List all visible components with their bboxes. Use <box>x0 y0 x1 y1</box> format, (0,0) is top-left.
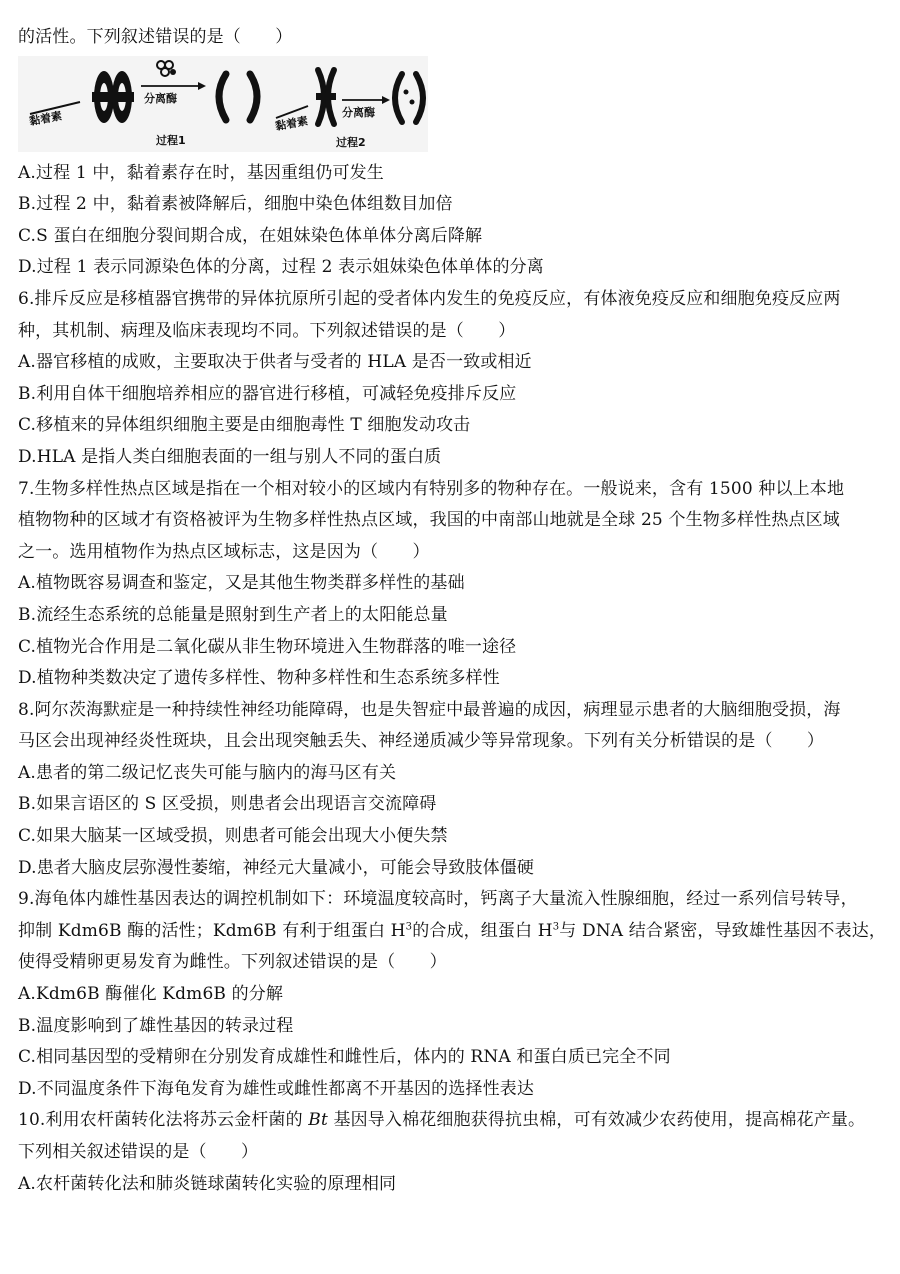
q10-stem-1-part-b: 基因导入棉花细胞获得抗虫棉，可有效减少农药使用，提高棉花产量。 <box>327 1110 866 1131</box>
q6-option-a: A.器官移植的成败，主要取决于供者与受者的 HLA 是否一致或相近 <box>18 352 532 373</box>
q6-stem-line-2: 种，其机制、病理及临床表现均不同。下列叙述错误的是（ ） <box>18 320 516 341</box>
q9-option-d: D.不同温度条件下海龟发育为雄性或雌性都离不开基因的选择性表达 <box>18 1078 535 1099</box>
q9-stem-2-part-a: 抑制 Kdm6B 酶的活性；Kdm6B 有利于组蛋白 H <box>18 920 406 941</box>
q9-stem-2-part-b: 的合成，组蛋白 H <box>412 920 553 941</box>
q9-option-b: B.温度影响到了雄性基因的转录过程 <box>18 1015 294 1036</box>
q7-option-d: D.植物种类数决定了遗传多样性、物种多样性和生态系统多样性 <box>18 668 500 689</box>
q10-stem-line-2: 下列相关叙述错误的是（ ） <box>18 1142 259 1162</box>
q6-option-d: D.HLA 是指人类白细胞表面的一组与别人不同的蛋白质 <box>18 446 442 467</box>
q8-option-b: B.如果言语区的 S 区受损，则患者会出现语言交流障碍 <box>18 794 437 815</box>
meiosis-figure <box>18 56 428 152</box>
q10-stem-1-part-a: 10.利用农杆菌转化法将苏云金杆菌的 <box>18 1110 309 1131</box>
q8-option-a: A.患者的第二级记忆丧失可能与脑内的海马区有关 <box>18 762 397 783</box>
q10-option-a: A.农杆菌转化法和肺炎链球菌转化实验的原理相同 <box>18 1173 397 1194</box>
q9-stem-line-3: 使得受精卵更易发育为雌性。下列叙述错误的是（ ） <box>18 952 447 973</box>
process-1-label: 过程1 <box>156 133 186 147</box>
q8-stem-line-2: 马区会出现神经炎性斑块，且会出现突触丢失、神经递质减少等异常现象。下列有关分析错误的是（ ） <box>18 731 825 752</box>
q10-stem-line-1 <box>18 1105 886 1137</box>
q9-stem-2-part-c: 与 DNA 结合紧密，导致雄性基因不表达， <box>559 920 887 941</box>
process-2-label: 过程2 <box>336 135 366 149</box>
q9-option-c: C.相同基因型的受精卵在分别发育成雄性和雌性后，体内的 RNA 和蛋白质已完全不同 <box>18 1047 671 1068</box>
adhesin-label-2: 黏着素 <box>274 114 310 133</box>
q7-option-b: B.流经生态系统的总能量是照射到生产者上的太阳能总量 <box>18 604 448 625</box>
bt-gene-name: Bt <box>308 1110 328 1131</box>
q5-option-b: B.过程 2 中，黏着素被降解后，细胞中染色体组数目加倍 <box>18 194 453 215</box>
q5-option-c: C.S 蛋白在细胞分裂间期合成，在姐妹染色体单体分离后降解 <box>18 225 483 246</box>
separase-label-1: 分离酶 <box>144 91 177 105</box>
adhesin-label-1: 黏着素 <box>28 109 64 128</box>
q7-stem-line-3: 之一。选用植物作为热点区域标志，这是因为（ ） <box>18 541 430 562</box>
separase-label-2: 分离酶 <box>342 105 375 119</box>
q7-option-a: A.植物既容易调查和鉴定，又是其他生物类群多样性的基础 <box>18 573 465 594</box>
q5-option-d: D.过程 1 表示同源染色体的分离，过程 2 表示姐妹染色体单体的分离 <box>18 257 544 278</box>
histone-superscript-1: 3 <box>405 921 413 933</box>
q9-stem-line-2 <box>18 916 886 948</box>
histone-superscript-2: 3 <box>552 921 560 933</box>
q6-option-c: C.移植来的异体组织细胞主要是由细胞毒性 T 细胞发动攻击 <box>18 415 471 436</box>
q6-stem-line-1: 6.排斥反应是移植器官携带的异体抗原所引起的受者体内发生的免疫反应，有体液免疫反应和细胞免疫反应两 <box>18 288 841 309</box>
q7-option-c: C.植物光合作用是二氧化碳从非生物环境进入生物群落的唯一途径 <box>18 636 517 657</box>
chromosome-separation-diagram <box>18 56 428 152</box>
q9-option-a: A.Kdm6B 酶催化 Kdm6B 的分解 <box>18 984 284 1005</box>
exam-page <box>18 22 886 1200</box>
q9-stem-line-1: 9.海龟体内雄性基因表达的调控机制如下：环境温度较高时，钙离子大量流入性腺细胞，经过一系列信号转导， <box>18 889 858 910</box>
q6-option-b: B.利用自体干细胞培养相应的器官进行移植，可减轻免疫排斥反应 <box>18 383 517 404</box>
question-stem-continuation: 的活性。下列叙述错误的是（ ） <box>18 27 293 47</box>
q5-option-a: A.过程 1 中，黏着素存在时，基因重组仍可发生 <box>18 162 384 183</box>
q7-stem-line-1: 7.生物多样性热点区域是指在一个相对较小的区域内有特别多的物种存在。一般说来，含有 1500 种以上本地 <box>18 478 845 499</box>
q8-option-c: C.如果大脑某一区域受损，则患者可能会出现大小便失禁 <box>18 826 448 847</box>
q7-stem-line-2: 植物物种的区域才有资格被评为生物多样性热点区域，我国的中南部山地就是全球 25 个生物多样性热点区域 <box>18 510 840 531</box>
q8-stem-line-1: 8.阿尔茨海默症是一种持续性神经功能障碍，也是失智症中最普遍的成因，病理显示患者的大脑细胞受损，海 <box>18 699 841 720</box>
q8-option-d: D.患者大脑皮层弥漫性萎缩，神经元大量减小，可能会导致肢体僵硬 <box>18 857 535 878</box>
